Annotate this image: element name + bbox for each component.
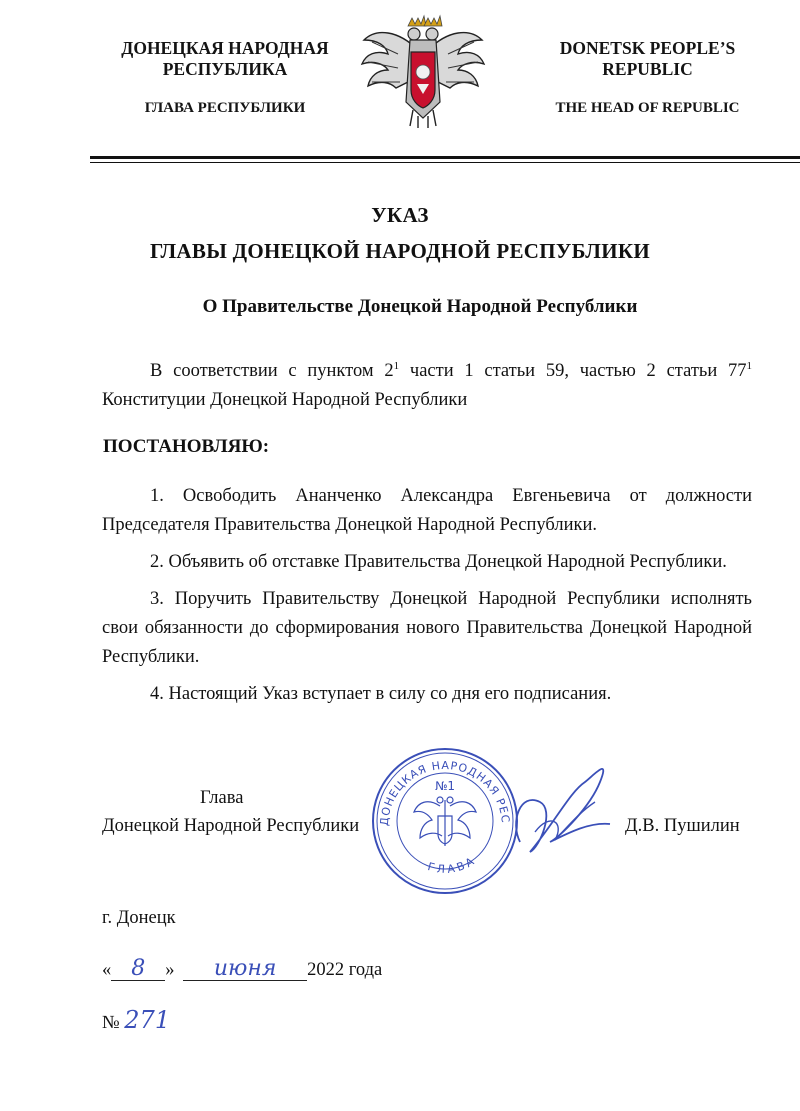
number-prefix: №	[102, 1013, 120, 1033]
header-rule-bottom	[90, 162, 800, 163]
title-line2: ГЛАВЫ ДОНЕЦКОЙ НАРОДНОЙ РЕСПУБЛИКИ	[149, 239, 650, 263]
signature-position-line1: Глава	[200, 788, 244, 808]
list-item: 4. Настоящий Указ вступает в силу со дня его подписания.	[150, 684, 612, 704]
header-right-title	[515, 38, 780, 80]
list-item: 2. Объявить об отставке Правительства Донецкой Народной Республики.	[150, 552, 727, 572]
preamble-sup1: 1	[393, 360, 400, 372]
header-right-line2: REPUBLIC	[602, 59, 693, 79]
date-open-quote: «	[102, 960, 112, 980]
header-rule-top	[90, 156, 800, 159]
document-number	[102, 1006, 170, 1038]
date-close-quote: »	[165, 960, 175, 980]
header-left-line2: РЕСПУБЛИКА	[162, 59, 288, 79]
place-city: г. Донецк	[102, 908, 176, 928]
seal-eagle-icon	[414, 797, 476, 846]
seal-number: №1	[434, 779, 456, 793]
preamble-part2: части 1 статьи 59, частью 2 статьи 77	[399, 361, 747, 382]
preamble-text	[102, 352, 752, 415]
header-left-sub: ГЛАВА РЕСПУБЛИКИ	[144, 100, 306, 116]
number-value: 271	[124, 1006, 171, 1034]
decree-items	[102, 482, 752, 709]
document-title	[90, 203, 710, 264]
decree-word: ПОСТАНОВЛЯЮ:	[103, 436, 270, 457]
list-item: 1. Освободить Ананченко Александра Евгеньевича от должности Председателя Правительства Донецкой Народной Республики.	[102, 486, 752, 535]
preamble-part1: В соответствии с пунктом 2	[150, 361, 394, 382]
header-right-sub: THE HEAD OF REPUBLIC	[555, 100, 740, 116]
seal-text-bottom: ГЛАВА	[426, 853, 479, 877]
date-line	[102, 956, 502, 985]
signatory-name: Д.В. Пушилин	[625, 816, 740, 836]
preamble	[102, 352, 752, 415]
header-right-line1: DONETSK PEOPLE’S	[559, 38, 736, 58]
official-seal	[370, 746, 520, 896]
preamble-sup2: 1	[746, 360, 753, 372]
date-day: 8	[111, 958, 165, 981]
handwritten-signature	[500, 752, 630, 872]
list-item: 3. Поручить Правительству Донецкой Народной Республики исполнять свои обязанности до сформирования нового Правительства Донецкой Народной Республики.	[102, 589, 752, 667]
signature-position-line2: Донецкой Народной Республики	[102, 816, 360, 836]
document-subject: О Правительстве Донецкой Народной Республики	[202, 296, 638, 317]
coat-of-arms-eagle-icon	[358, 10, 488, 135]
title-line1: УКАЗ	[371, 203, 429, 227]
date-year: 2022 года	[307, 960, 383, 980]
svg-text:ГЛАВА	[426, 853, 479, 876]
date-month: июня	[183, 958, 307, 981]
seal-text-top: ДОНЕЦКАЯ НАРОДНАЯ РЕС	[377, 758, 513, 827]
header-left-title	[95, 38, 355, 80]
header-left-line1: ДОНЕЦКАЯ НАРОДНАЯ	[121, 38, 329, 58]
preamble-part3: Конституции Донецкой Народной Республики	[102, 390, 468, 411]
